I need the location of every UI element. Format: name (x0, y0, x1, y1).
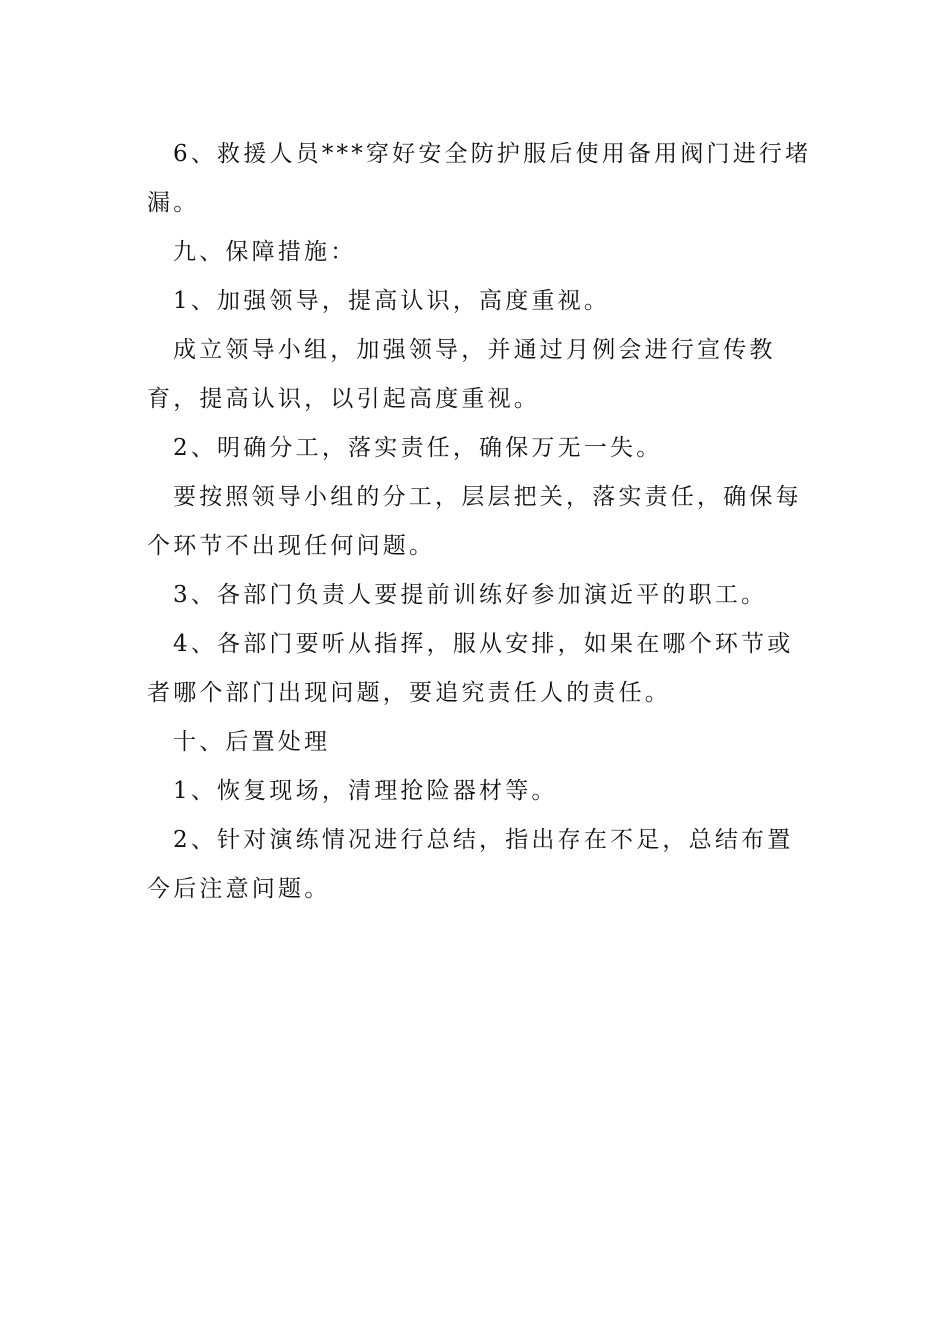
paragraph-strengthen-leadership: 1、加强领导，提高认识，高度重视。 (173, 288, 611, 314)
document-body (147, 130, 812, 914)
section-heading-safeguards: 九、保障措施： (173, 239, 357, 265)
paragraph-restore-site: 1、恢复现场，清理抢险器材等。 (173, 778, 558, 804)
paragraph-division-detail: 要按照领导小组的分工，层层把关，落实责任，确保每个环节不出现任何问题。 (147, 484, 802, 559)
paragraph-leadership-group: 成立领导小组，加强领导，并通过月例会进行宣传教育，提高认识，以引起高度重视。 (147, 337, 776, 412)
paragraph-follow-command: 4、各部门要听从指挥，服从安排，如果在哪个环节或者哪个部门出现问题，要追究责任人的责任。 (147, 631, 794, 706)
paragraph-clear-division: 2、明确分工，落实责任，确保万无一失。 (173, 435, 663, 461)
paragraph-rescue-plug-leak: 6、救援人员***穿好安全防护服后使用备用阀门进行堵漏。 (147, 141, 812, 216)
section-heading-aftermath: 十、后置处理 (173, 729, 331, 755)
paragraph-training: 3、各部门负责人要提前训练好参加演近平的职工。 (173, 582, 768, 608)
paragraph-summarize: 2、针对演练情况进行总结，指出存在不足，总结布置今后注意问题。 (147, 827, 794, 902)
